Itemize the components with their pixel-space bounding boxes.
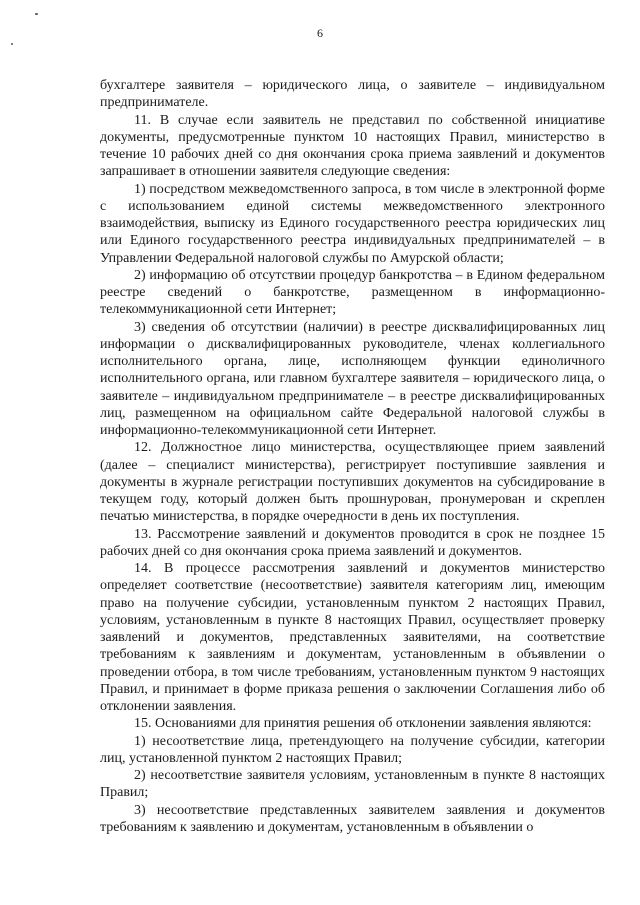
document-body — [100, 77, 605, 836]
paragraph: 3) сведения об отсутствии (наличии) в реестре дисквалифицированных лиц информации о дисквалифицированных руководителе, членах коллегиального исполнительного органа, лице, исполняющем функции единоличного исполнительного органа, или главном бухгалтере заявителя – юридического лица, о заявителе – индивидуальном предпринимателе – в реестре дисквалифицированных лиц, размещенном на официальном сайте Федеральной налоговой службы в информационно-телекоммуникационной сети Интернет. — [100, 319, 605, 438]
paragraph: 14. В процессе рассмотрения заявлений и документов министерство определяет соответствие (несоответствие) заявителя категориям лиц, имеющим право на получение субсидии, установленным пунктом 2 настоящих Правил, условиям, установленным в пункте 8 настоящих Правил, осуществляет проверку заявлений и документов, представленных заявителями, на соответствие требованиям к заявлениям и документам, установленным в объявлении о проведении отбора, в том числе требованиям, установленным пунктом 9 настоящих Правил, и принимает в форме приказа решения о заключении Соглашения либо об отклонении заявления. — [100, 561, 605, 714]
paragraph: 2) несоответствие заявителя условиям, установленным в пункте 8 настоящих Правил; — [100, 768, 605, 801]
paragraph: 3) несоответствие представленных заявителем заявления и документов требованиям к заявлению и документам, установленным в объявлении о — [100, 802, 605, 835]
paragraph: 1) несоответствие лица, претендующего на получение субсидии, категории лиц, установленной пунктом 2 настоящих Правил; — [100, 733, 605, 766]
page-number: 6 — [317, 26, 323, 40]
paragraph: 1) посредством межведомственного запроса, в том числе в электронной форме с использованием единой системы межведомственного электронного взаимодействия, выписку из Единого государственного реестра юридических лиц или Единого государственного реестра индивидуальных предпринимателей – в Управлении Федеральной налоговой службы по Амурской области; — [100, 181, 605, 266]
paragraph: 12. Должностное лицо министерства, осуществляющее прием заявлений (далее – специалист министерства), регистрирует поступившие заявления и документы в журнале регистрации поступивших документов на субсидирование в текущем году, который должен быть прошнурован, пронумерован и скреплен печатью министерства, в порядке очередности в день их поступления. — [100, 440, 605, 525]
paragraph: бухгалтере заявителя – юридического лица, о заявителе – индивидуальном предпринимателе. — [100, 78, 605, 111]
scan-speck — [35, 13, 38, 15]
scan-speck — [11, 43, 13, 45]
paragraph: 13. Рассмотрение заявлений и документов проводится в срок не позднее 15 рабочих дней со дня окончания срока приема заявлений и документов. — [100, 526, 605, 559]
paragraph: 2) информацию об отсутствии процедур банкротства – в Едином федеральном реестре сведений о банкротстве, размещенном в информационно-телекоммуникационной сети Интернет; — [100, 267, 605, 318]
paragraph: 15. Основаниями для принятия решения об отклонении заявления являются: — [134, 716, 592, 732]
paragraph: 11. В случае если заявитель не представил по собственной инициативе документы, предусмотренные пунктом 10 настоящих Правил, министерство в течение 10 рабочих дней со дня окончания срока приема заявлений и документов запрашивает в отношении заявителя следующие сведения: — [100, 112, 605, 180]
